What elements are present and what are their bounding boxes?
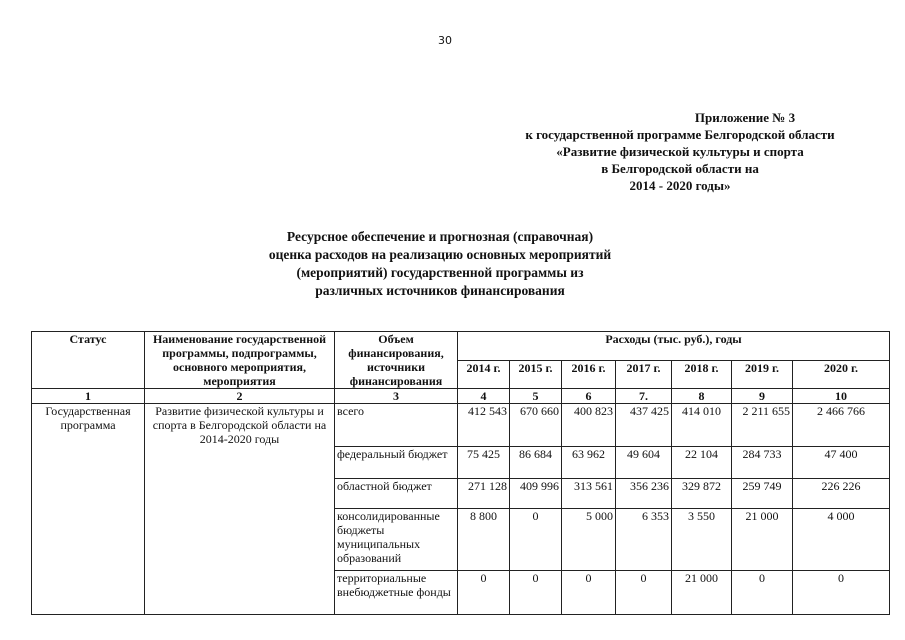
- value-cell: 21 000: [732, 509, 793, 571]
- value-cell: 412 543: [458, 404, 510, 447]
- value-cell: 3 550: [672, 509, 732, 571]
- column-number: 3: [335, 389, 458, 404]
- source-cell: территориальные внебюджетные фонды: [335, 571, 458, 615]
- header-year: 2019 г.: [732, 360, 793, 389]
- value-cell: 0: [562, 571, 616, 615]
- header-year: 2020 г.: [793, 360, 890, 389]
- column-number: 10: [793, 389, 890, 404]
- column-number: 9: [732, 389, 793, 404]
- column-number: 1: [32, 389, 145, 404]
- value-cell: 414 010: [672, 404, 732, 447]
- header-volume: Объем финансирования, источники финансирования: [335, 332, 458, 389]
- column-number-row: [32, 389, 890, 404]
- table-row: [32, 404, 890, 447]
- value-cell: 271 128: [458, 479, 510, 509]
- appendix-line: в Белгородской области на: [601, 161, 759, 176]
- header-name: Наименование государственной программы, подпрограммы, основного мероприятия, мероприятия: [145, 332, 335, 389]
- value-cell: 409 996: [510, 479, 562, 509]
- title-line: различных источников финансирования: [315, 283, 565, 298]
- column-number: 5: [510, 389, 562, 404]
- value-cell: 259 749: [732, 479, 793, 509]
- value-cell: 284 733: [732, 447, 793, 479]
- header-year: 2018 г.: [672, 360, 732, 389]
- value-cell: 8 800: [458, 509, 510, 571]
- value-cell: 0: [793, 571, 890, 615]
- appendix-line: Приложение № 3: [694, 110, 796, 125]
- value-cell: 49 604: [616, 447, 672, 479]
- value-cell: 329 872: [672, 479, 732, 509]
- value-cell: 4 000: [793, 509, 890, 571]
- value-cell: 226 226: [793, 479, 890, 509]
- value-cell: 6 353: [616, 509, 672, 571]
- source-cell: всего: [335, 404, 458, 447]
- value-cell: 21 000: [672, 571, 732, 615]
- value-cell: 0: [732, 571, 793, 615]
- value-cell: 0: [616, 571, 672, 615]
- source-cell: федеральный бюджет: [335, 447, 458, 479]
- value-cell: 2 466 766: [793, 404, 890, 447]
- header-status: Статус: [32, 332, 145, 389]
- title-line: (мероприятий) государственной программы из: [296, 265, 584, 280]
- value-cell: 22 104: [672, 447, 732, 479]
- value-cell: 670 660: [510, 404, 562, 447]
- column-number: 2: [145, 389, 335, 404]
- value-cell: 356 236: [616, 479, 672, 509]
- header-expenses: Расходы (тыс. руб.), годы: [458, 332, 890, 361]
- document-title: [200, 228, 680, 300]
- title-line: оценка расходов на реализацию основных мероприятий: [268, 247, 612, 262]
- value-cell: 86 684: [510, 447, 562, 479]
- column-number: 7.: [616, 389, 672, 404]
- value-cell: 0: [510, 509, 562, 571]
- header-year: 2014 г.: [458, 360, 510, 389]
- header-year: 2017 г.: [616, 360, 672, 389]
- value-cell: 47 400: [793, 447, 890, 479]
- program-name-cell: Развитие физической культуры и спорта в Белгородской области на 2014-2020 годы: [145, 404, 335, 615]
- source-cell: областной бюджет: [335, 479, 458, 509]
- status-cell: Государственная программа: [32, 404, 145, 615]
- page-number: 30: [438, 34, 452, 47]
- value-cell: 437 425: [616, 404, 672, 447]
- appendix-line: «Развитие физической культуры и спорта: [556, 144, 804, 159]
- value-cell: 75 425: [458, 447, 510, 479]
- value-cell: 0: [510, 571, 562, 615]
- appendix-line: к государственной программе Белгородской области: [525, 127, 835, 142]
- value-cell: 400 823: [562, 404, 616, 447]
- column-number: 6: [562, 389, 616, 404]
- title-line: Ресурсное обеспечение и прогнозная (справочная): [286, 229, 594, 244]
- appendix-header: [470, 109, 890, 194]
- resources-table: [31, 331, 890, 615]
- value-cell: 2 211 655: [732, 404, 793, 447]
- source-cell: консолидированные бюджеты муниципальных образований: [335, 509, 458, 571]
- column-number: 4: [458, 389, 510, 404]
- value-cell: 313 561: [562, 479, 616, 509]
- value-cell: 5 000: [562, 509, 616, 571]
- appendix-line: 2014 - 2020 годы»: [629, 178, 731, 193]
- column-number: 8: [672, 389, 732, 404]
- header-year: 2016 г.: [562, 360, 616, 389]
- header-row: [32, 332, 890, 361]
- value-cell: 0: [458, 571, 510, 615]
- header-year: 2015 г.: [510, 360, 562, 389]
- value-cell: 63 962: [562, 447, 616, 479]
